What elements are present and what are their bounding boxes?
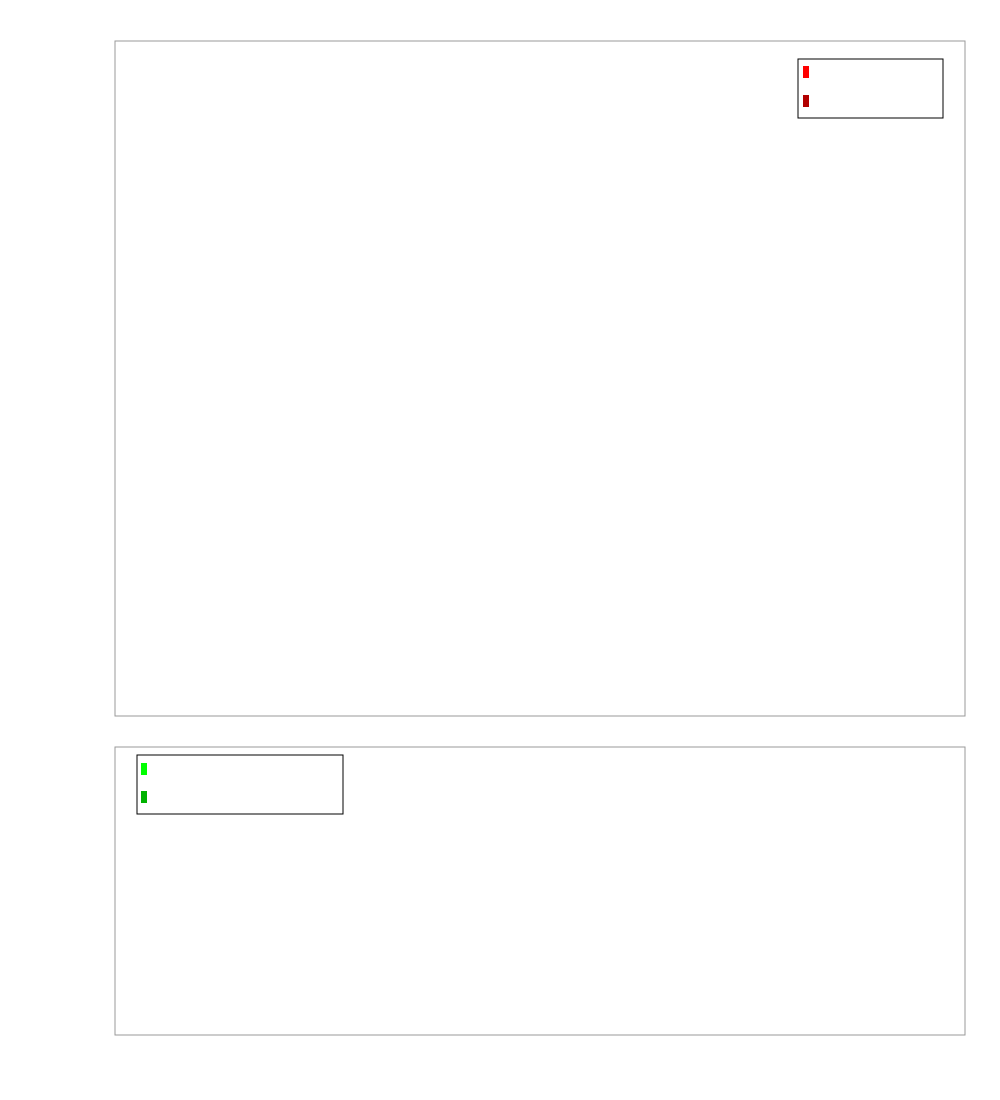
count-legend [137, 755, 343, 814]
participation-legend-swatch [803, 66, 809, 78]
utilized-legend-swatch [141, 791, 147, 803]
count-legend-box [137, 755, 343, 814]
nucleation-legend-swatch [803, 95, 809, 107]
rate-legend-box [798, 59, 943, 118]
rate-plot-background [115, 41, 965, 716]
rate-legend [798, 59, 943, 118]
rate-panel [115, 41, 965, 716]
available-legend-swatch [141, 763, 147, 775]
rupture-count-panel [115, 747, 965, 1035]
